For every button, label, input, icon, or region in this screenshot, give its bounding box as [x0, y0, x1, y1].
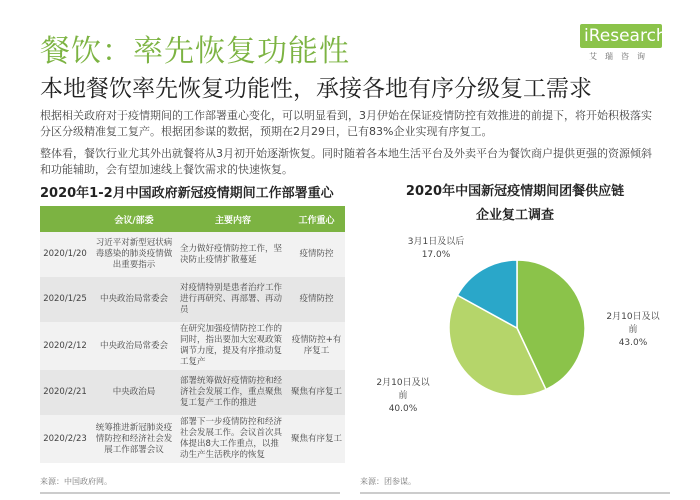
- slice-label-3-value: 17.0%: [421, 250, 451, 260]
- cell-focus: 聚焦有序复工: [290, 433, 342, 444]
- cell-meeting: 中央政治局常委会: [99, 294, 168, 304]
- cell-date: 2020/2/12: [43, 340, 87, 351]
- intro-paragraph-2: 整体看，餐饮行业尤其外出就餐将从3月初开始逐渐恢复。同时随着各本地生活平台及外卖平台为餐饮商户提供更强的资源倾斜和功能辅助，会有望加速线上餐饮需求的快速恢复。: [40, 147, 652, 176]
- cell-focus: 疫情防控: [299, 294, 334, 304]
- iresearch-logo: [580, 24, 667, 62]
- intro-paragraph-1: 根据相关政府对于疫情期间的工作部署重心变化，可以明显看到，3月伊始在保证疫情防控有效推进的前提下，将开始积极落实分区分级精准复工复产。根据团参谋的数据，预期在2月29日，已有83%企业实现有序复工。: [40, 109, 652, 138]
- header-date: [40, 206, 90, 232]
- chart-source: 来源：团参谋。: [360, 477, 416, 486]
- cell-meeting: 中央政治局: [112, 387, 156, 397]
- policy-table: [40, 206, 345, 463]
- cell-date: 2020/2/23: [43, 433, 87, 444]
- table-row: [40, 232, 345, 277]
- cell-focus: 疫情防控+有序复工: [291, 335, 342, 356]
- table-row: [40, 277, 345, 322]
- logo-subtitle: 艾瑞咨询: [589, 52, 653, 61]
- cell-date: 2020/1/20: [43, 249, 87, 259]
- table-row: [40, 415, 345, 463]
- header-focus: 工作重心: [288, 206, 345, 232]
- slice-label-2-name: 2月10日及以前: [376, 378, 430, 401]
- cell-meeting: 中央政治局常委会: [99, 340, 168, 351]
- table-source: 来源：中国政府网。: [40, 477, 112, 486]
- cell-focus: 疫情防控: [299, 249, 334, 259]
- chart-title-line-2: 企业复工调查: [475, 208, 554, 223]
- chart-title: [360, 180, 670, 228]
- slice-label-1: [603, 311, 663, 350]
- cell-date: 2020/1/25: [43, 294, 87, 304]
- table-row: [40, 322, 345, 370]
- footer-divider-right: [360, 492, 670, 494]
- table-header-row: [40, 206, 345, 232]
- table-title: 2020年1-2月中国政府新冠疫情期间工作部署重心: [40, 186, 334, 201]
- slice-label-3: [395, 236, 477, 262]
- slice-label-1-name: 2月10日及以前: [606, 312, 660, 335]
- slice-label-1-value: 43.0%: [618, 338, 648, 348]
- header-meeting: 会议/部委: [90, 206, 178, 232]
- slice-label-3-name: 3月1日及以后: [407, 237, 465, 247]
- header-content: 主要内容: [178, 206, 288, 232]
- cell-content: 对疫情特别是患者治疗工作进行再研究、再部署、再动员: [180, 283, 283, 315]
- chart-title-line-1: 2020年中国新冠疫情期间团餐供应链: [405, 184, 625, 199]
- cell-content: 在研究加强疫情防控工作的同时，指出要加大宏观政策调节力度，提及有序推动复工复产: [180, 324, 283, 367]
- cell-meeting: 习近平对新型冠状病毒感染的肺炎疫情做出重要指示: [95, 238, 173, 270]
- cell-content: 部署下一步疫情防控和经济社会发展工作。会议首次具体提出8大工作重点，以推动生产生活秩序的恢复: [180, 417, 283, 460]
- slice-label-2-value: 40.0%: [388, 404, 418, 414]
- logo-word: iResearch: [580, 24, 662, 48]
- cell-content: 部署统筹做好疫情防控和经济社会发展工作，重点聚焦复工复产工作的推进: [180, 376, 283, 408]
- page-title: 餐饮：率先恢复功能性: [40, 34, 350, 69]
- cell-date: 2020/2/21: [43, 387, 87, 397]
- footer-divider-left: [40, 492, 340, 494]
- cell-content: 全力做好疫情防控工作，坚决防止疫情扩散蔓延: [180, 243, 283, 265]
- cell-meeting: 统筹推进新冠肺炎疫情防控和经济社会发展工作部署会议: [95, 422, 173, 455]
- slice-label-2: [373, 377, 433, 416]
- page-subtitle: 本地餐饮率先恢复功能性，承接各地有序分级复工需求: [40, 76, 592, 102]
- table-row: [40, 370, 345, 415]
- cell-focus: 聚焦有序复工: [290, 387, 342, 397]
